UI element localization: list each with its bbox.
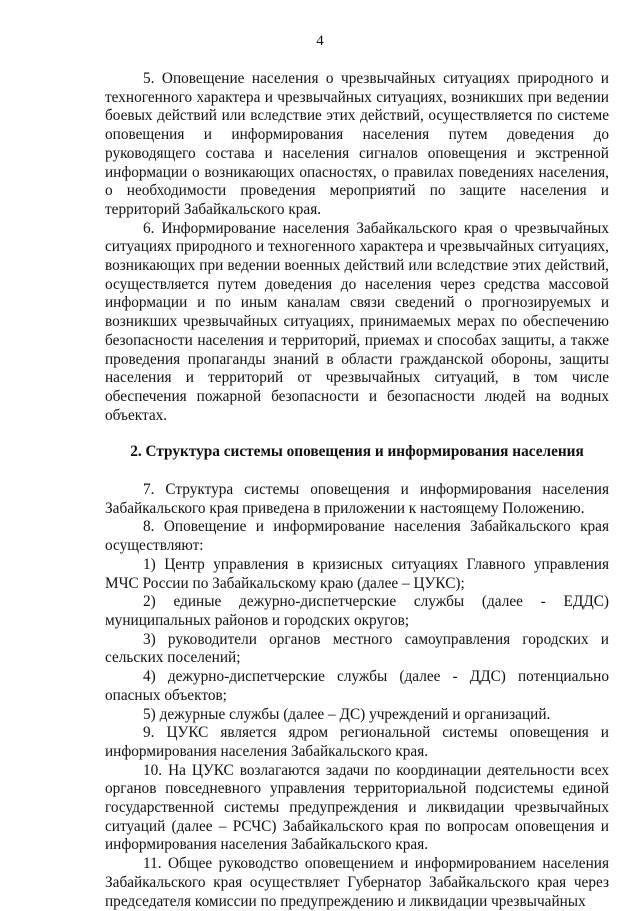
list-item-5: 5) дежурные службы (далее – ДС) учреждений и организаций. bbox=[143, 705, 551, 723]
paragraph-5: 5. Оповещение населения о чрезвычайных ситуациях природного и техногенного характера и чрезвычайных ситуациях, возникших при ведении боевых действий или вследствие этих действий, осуществляется по системе оповещения и информирования населения путем доведения до руководящего состава и населения сигналов оповещения и экстренной информации о возникающих опасностях, о правилах поведениях населения, о необходимости проведения мероприятий по защите населения и территорий Забайкальского края. bbox=[105, 70, 609, 218]
section-heading: 2. Структура системы оповещения и информирования населения bbox=[130, 443, 584, 461]
page-number: 4 bbox=[316, 33, 324, 49]
list-item-4: 4) дежурно-диспетчерские службы (далее - ДДС) потенциально опасных объектов; bbox=[105, 668, 609, 704]
list-item-3: 3) руководители органов местного самоуправления городских и сельских поселений; bbox=[105, 630, 609, 667]
list-item-2: 2) единые дежурно-диспетчерские службы (далее - ЕДДС) муниципальных районов и городских округов; bbox=[105, 593, 609, 629]
paragraph-6: 6. Информирование населения Забайкальского края о чрезвычайных ситуациях природного и техногенного характера и чрезвычайных ситуациях, возникающих при ведении военных действий или вследствие этих действий, осуществляется путем доведения до населения через средства массовой информации и по иным каналам связи сведений о прогнозируемых и возникших чрезвычайных ситуациях, принимаемых мерах по обеспечению безопасности населения и территорий, приемах и способах защиты, а также проведения пропаганды знаний в области гражданской обороны, защиты населения и территорий от чрезвычайных ситуаций, в том числе обеспечения пожарной безопасности и безопасности людей на водных объектах. bbox=[105, 219, 609, 424]
paragraph-11: 11. Общее руководство оповещением и информированием населения Забайкальского края осуществляет Губернатор Забайкальского края через председателя комиссии по предупреждению и ликвидации чрезвычайных bbox=[105, 855, 609, 910]
paragraph-9: 9. ЦУКС является ядром региональной системы оповещения и информирования населения Забайкальского края. bbox=[105, 724, 609, 760]
paragraph-8: 8. Оповещение и информирование населения Забайкальского края осуществляют: bbox=[105, 518, 609, 555]
paragraph-10: 10. На ЦУКС возлагаются задачи по координации деятельности всех органов повседневного управления территориальной подсистемы единой государственной системы предупреждения и ликвидации чрезвычайных ситуаций (далее – РСЧС) Забайкальского края по вопросам оповещения и информирования населения Забайкальского края. bbox=[105, 761, 609, 854]
document-body bbox=[105, 70, 609, 911]
paragraph-7: 7. Структура системы оповещения и информирования населения Забайкальского края приведена в приложении к настоящему Положению. bbox=[105, 481, 609, 517]
list-item-1: 1) Центр управления в кризисных ситуациях Главного управления МЧС России по Забайкальскому краю (далее – ЦУКС); bbox=[105, 555, 609, 592]
